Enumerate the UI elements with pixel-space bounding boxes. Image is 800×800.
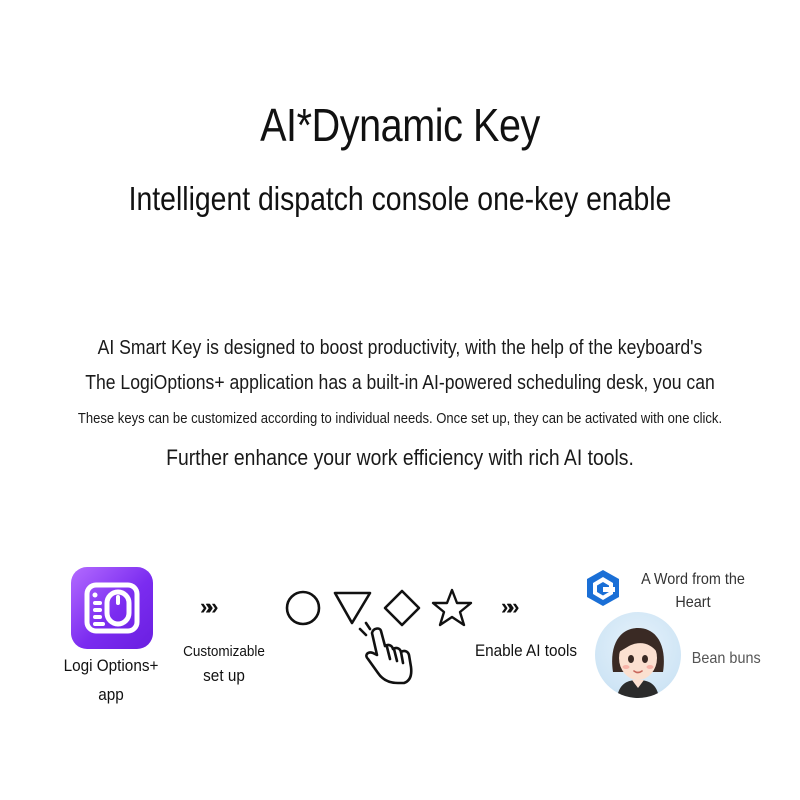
arrow-right-icon-2: »» <box>501 594 514 619</box>
circle-icon <box>287 592 319 624</box>
description-line-2: The LogiOptions+ application has a built-in AI-powered scheduling desk, you can <box>85 372 715 394</box>
step-customizable-label: Customizable <box>183 643 265 660</box>
page-subtitle: Intelligent dispatch console one-key enable <box>128 180 672 217</box>
key-shapes-group <box>280 585 480 695</box>
description-line-4: Further enhance your work efficiency with rich AI tools. <box>166 445 634 470</box>
app-label: Logi Options+ <box>63 656 159 675</box>
bean-buns-label: Bean buns <box>691 650 761 667</box>
logi-options-app-icon <box>71 567 153 649</box>
step-setup-label: set up <box>203 666 245 685</box>
triangle-down-icon <box>335 593 370 623</box>
pointing-hand-icon <box>360 623 411 683</box>
ai-tool-name-line1: A Word from the <box>641 571 745 588</box>
page-title: AI*Dynamic Key <box>260 99 540 151</box>
description-line-1: AI Smart Key is designed to boost productivity, with the help of the keyboard's <box>97 337 703 359</box>
arrow-right-icon: »» <box>200 594 213 619</box>
description-line-3: These keys can be customized according to individual needs. Once set up, they can be activated with one click. <box>77 411 723 427</box>
enable-ai-tools-label: Enable AI tools <box>474 641 578 660</box>
ai-tool-logo-icon <box>583 568 623 608</box>
keyboard-mouse-icon <box>71 567 153 649</box>
star-icon <box>433 590 471 625</box>
avatar <box>595 612 681 698</box>
ai-tool-name-line2: Heart <box>675 594 711 611</box>
app-label-suffix: app <box>98 685 124 704</box>
diamond-icon <box>385 591 419 625</box>
